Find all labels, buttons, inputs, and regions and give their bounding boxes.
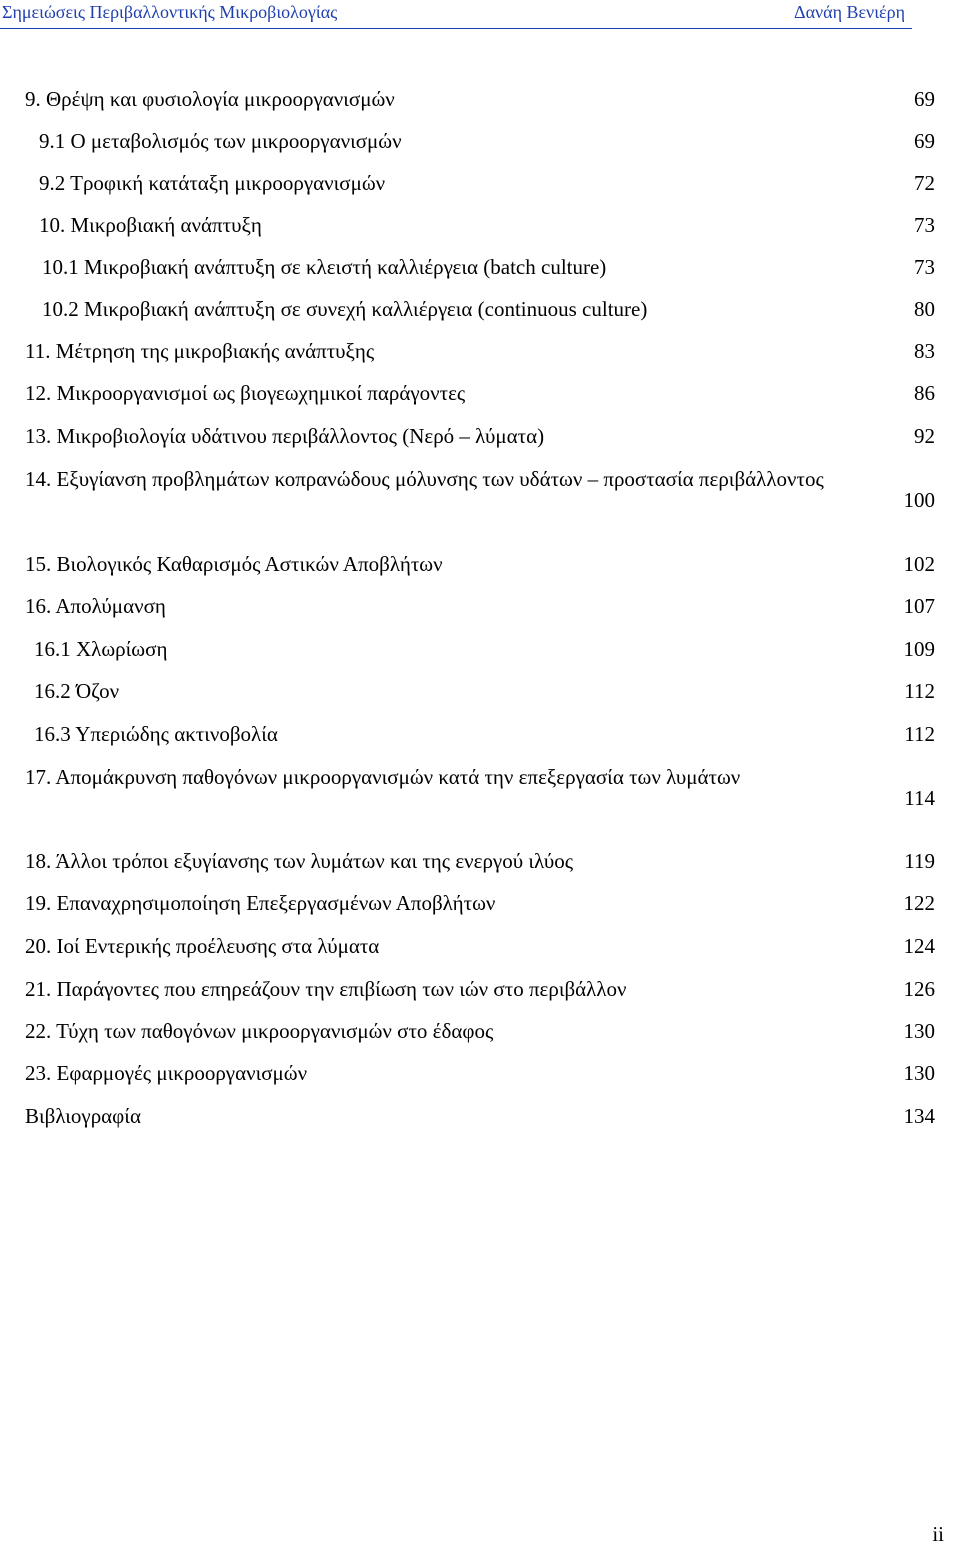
- header-title: Σημειώσεις Περιβαλλοντικής Μικροβιολογίας: [2, 2, 338, 22]
- toc-entry-title: 12. Μικροοργανισμοί ως βιογεωχημικοί παράγοντες: [25, 381, 466, 405]
- toc-entry-title: 18. Άλλοι τρόποι εξυγίανσης των λυμάτων και της ενεργού ιλύος: [25, 849, 574, 873]
- toc-entry-page: 124: [903, 934, 935, 958]
- toc-entry-title: Βιβλιογραφία: [25, 1104, 141, 1128]
- toc-entry-title: 20. Ιοί Εντερικής προέλευσης στα λύματα: [25, 934, 380, 958]
- toc-entry-title: 11. Μέτρηση της μικροβιακής ανάπτυξης: [25, 339, 375, 363]
- toc-entry-page: 73: [914, 213, 935, 237]
- toc-entry-page: 69: [914, 87, 935, 111]
- toc-entry-title: 17. Απομάκρυνση παθογόνων μικροοργανισμών κατά την επεξεργασία των λυμάτων: [25, 765, 741, 789]
- toc-entry-page: 73: [914, 255, 935, 279]
- toc-entry-title: 15. Βιολογικός Καθαρισμός Αστικών Αποβλήτων: [25, 552, 443, 576]
- toc-entry-page: 69: [914, 129, 935, 153]
- toc-entry-title: 10.2 Μικροβιακή ανάπτυξη σε συνεχή καλλιέργεια (continuous culture): [42, 297, 648, 321]
- toc-entry-title: 9. Θρέψη και φυσιολογία μικροοργανισμών: [25, 87, 395, 111]
- toc-entry-title: 9.2 Τροφική κατάταξη μικροοργανισμών: [39, 171, 386, 195]
- toc-entry-title: 16.1 Χλωρίωση: [34, 637, 168, 661]
- toc-entry-page: 130: [903, 1061, 935, 1085]
- toc-entry-page: 134: [903, 1104, 935, 1128]
- toc-entry-page: 112: [904, 722, 935, 746]
- toc-entry-page: 122: [903, 891, 935, 915]
- toc-entry-page: 109: [903, 637, 935, 661]
- toc-entry-title: 13. Μικροβιολογία υδάτινου περιβάλλοντος (Νερό – λύματα): [25, 424, 545, 448]
- toc-entry-page: 72: [914, 171, 935, 195]
- toc-entry-title: 14. Εξυγίανση προβλημάτων κοπρανώδους μόλυνσης των υδάτων – προστασία περιβάλλοντος: [25, 467, 824, 491]
- toc-entry-title: 16.2 Όζον: [34, 679, 120, 703]
- toc-entry-page: 126: [903, 977, 935, 1001]
- toc-entry-page: 86: [914, 381, 935, 405]
- header-author: Δανάη Βενιέρη: [794, 2, 905, 22]
- toc-entry-title: 23. Εφαρμογές μικροοργανισμών: [25, 1061, 308, 1085]
- toc-entry-title: 19. Επαναχρησιμοποίηση Επεξεργασμένων Αποβλήτων: [25, 891, 496, 915]
- toc-entry-title: 22. Τύχη των παθογόνων μικροοργανισμών στο έδαφος: [25, 1019, 494, 1043]
- toc-entry-page: 80: [914, 297, 935, 321]
- toc-entry-title: 16.3 Υπεριώδης ακτινοβολία: [34, 722, 278, 746]
- toc-entry-page: 92: [914, 424, 935, 448]
- toc-entry-title: 16. Απολύμανση: [25, 594, 166, 618]
- toc-entry-page: 112: [904, 679, 935, 703]
- page-number: ii: [932, 1522, 944, 1546]
- toc-entry-page: 130: [903, 1019, 935, 1043]
- toc-entry-page: 114: [904, 786, 935, 810]
- toc-entry-page: 102: [903, 552, 935, 576]
- toc-entry-title: 9.1 Ο μεταβολισμός των μικροοργανισμών: [39, 129, 402, 153]
- toc-entry-title: 10. Μικροβιακή ανάπτυξη: [39, 213, 262, 237]
- toc-entry-title: 10.1 Μικροβιακή ανάπτυξη σε κλειστή καλλιέργεια (batch culture): [42, 255, 607, 279]
- toc-entry-page: 83: [914, 339, 935, 363]
- toc-entry-page: 107: [903, 594, 935, 618]
- toc-entry-page: 100: [903, 488, 935, 512]
- toc-entry-page: 119: [904, 849, 935, 873]
- toc-entry-title: 21. Παράγοντες που επηρεάζουν την επιβίωση των ιών στο περιβάλλον: [25, 977, 627, 1001]
